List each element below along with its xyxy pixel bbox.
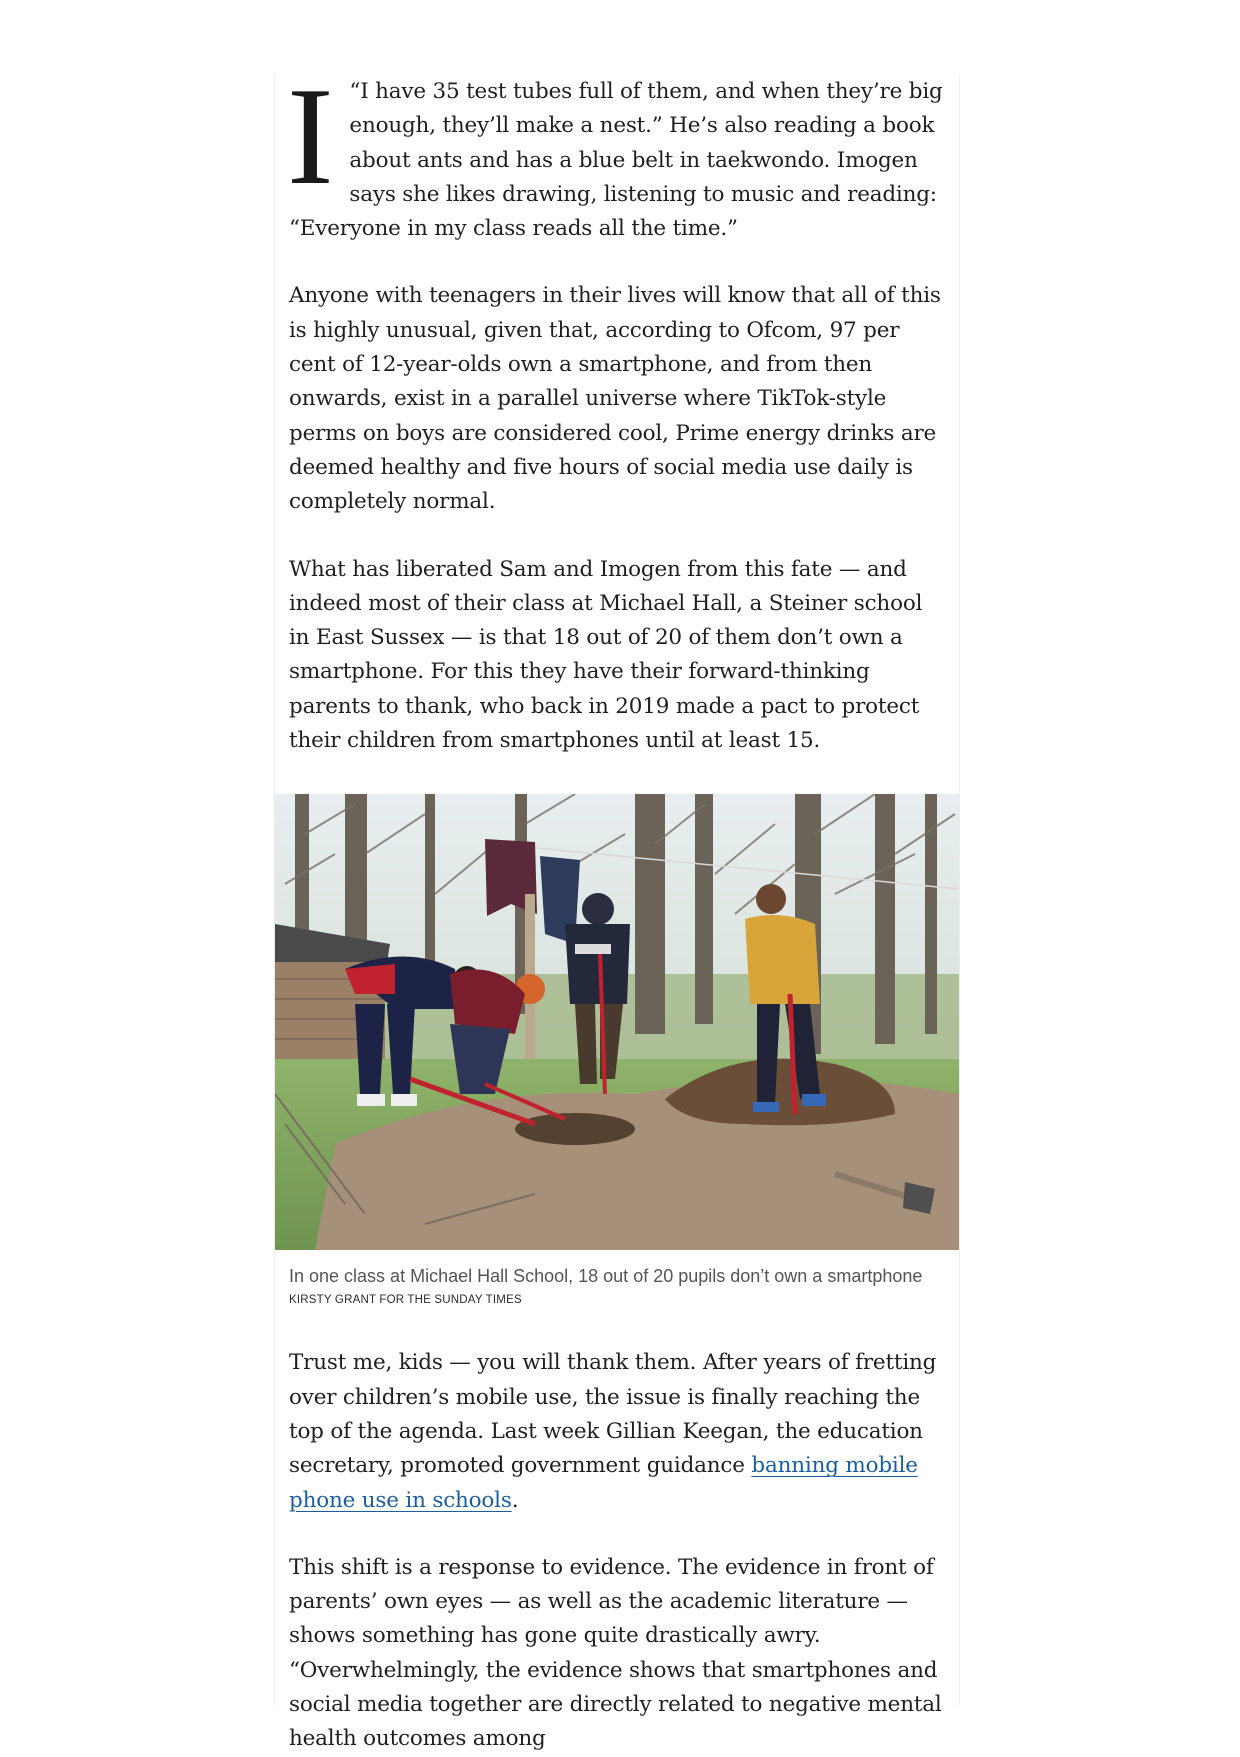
article-paragraph bbox=[287, 59, 947, 246]
article-photo bbox=[275, 794, 959, 1250]
paragraph-text-end: . bbox=[511, 1487, 519, 1513]
article-paragraph: What has liberated Sam and Imogen from this fate — and indeed most of their class at Michael Hall, a Steiner school in East Sussex — is that 18 out of 20 of them don’t own a smartphone. For this they have their forward-thinking parents to thank, who back in 2019 made a pact to protect their children from smartphones until at least 15. bbox=[289, 556, 923, 754]
article-body-top bbox=[275, 59, 959, 758]
article-paragraph: This shift is a response to evidence. The evidence in front of parents’ own eyes — as well as the academic literature — shows something has gone quite drastically awry. “Overwhelmingly, the evidence shows that smartphones and social media together are directly related to negative mental health outcomes among bbox=[289, 1554, 942, 1752]
article-paragraph: Anyone with teenagers in their lives will know that all of this is highly unusual, given that, according to Ofcom, 97 per cent of 12-year-olds own a smartphone, and from then onwards, exist in a parallel universe where TikTok-style perms on boys are considered cool, Prime energy drinks are deemed healthy and five hours of social media use daily is completely normal. bbox=[289, 283, 941, 515]
schools-phone-ban-link[interactable]: banning mobile phone use in schools bbox=[289, 1453, 918, 1513]
article-paragraph bbox=[289, 1346, 947, 1517]
paragraph-text: Trust me, kids — you will thank them. After years of fretting over children’s mobile use, the issue is finally reaching the top of the agenda. Last week Gillian Keegan, the education secretary, promoted government guidance bbox=[289, 1350, 937, 1479]
article-body-bottom bbox=[275, 1346, 959, 1756]
pupils-digging-photo bbox=[275, 794, 959, 1250]
figure-caption-block bbox=[275, 1250, 959, 1306]
photo-credit: KIRSTY GRANT FOR THE SUNDAY TIMES bbox=[289, 1294, 522, 1307]
photo-caption: In one class at Michael Hall School, 18 out of 20 pupils don’t own a smartphone bbox=[289, 1266, 923, 1287]
paragraph-text: “I have 35 test tubes full of them, and when they’re big enough, they’ll make a nest.” He’s also reading a book about ants and has a blue belt in taekwondo. Imogen says she likes drawing, listening to music and reading: “Everyone in my class reads all the time.” bbox=[289, 79, 943, 242]
article-column bbox=[274, 59, 960, 1752]
drop-cap: I bbox=[287, 59, 334, 214]
